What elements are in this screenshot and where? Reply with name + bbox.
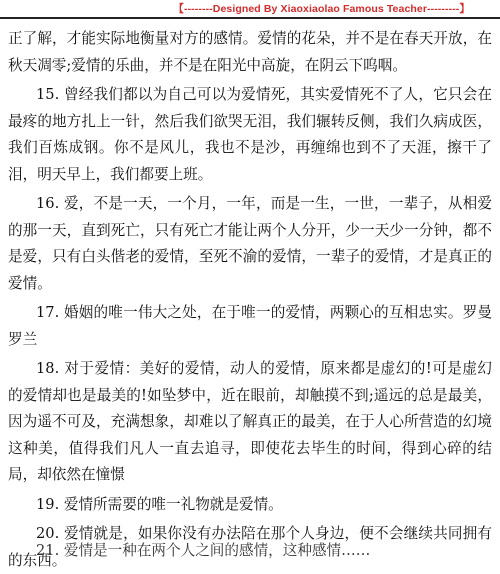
header-rule [0,17,500,19]
paragraph-continuation: 正了解，才能实际地衡量对方的感情。爱情的花朵，并不是在春天开放，在秋天凋零;爱情的乐曲，并不是在阳光中高旋，在阴云下呜咽。 [8,30,492,74]
paragraph-15: 15. 曾经我们都以为自己可以为爱情死，其实爱情死不了人，它只会在最疼的地方扎上一针，然后我们欲哭无泪，我们辗转反侧，我们久病成医，我们百炼成钢。你不是风儿，我也不是沙，再缠绵也到不了天涯，擦干了泪，明天早上，我们都要上班。 [8,86,492,183]
header-banner: 【--------Designed By Xiaoxiaolao Famous Teacher---------】 [173,3,470,15]
document-body [8,26,492,574]
paragraph-18: 18. 对于爱情：美好的爱情，动人的爱情，原来都是虚幻的!可是虚幻的爱情却也是最美的!如坠梦中，近在眼前，却触摸不到;遥远的总是最美，因为遥不可及，充满想象，却难以了解真正的最美，在于人心所营造的幻境这种美，值得我们凡人一直去追寻，即使花去毕生的时间，得到心碎的结局，却依然在憧憬 [8,360,492,483]
paragraph-20: 20. 爱情就是，如果你没有办法陪在那个人身边，便不会继续共同拥有的东西。 [8,525,492,569]
paragraph-17: 17. 婚姻的唯一伟大之处，在于唯一的爱情，两颗心的互相忠实。罗曼罗兰 [8,304,492,348]
paragraph-16: 16. 爱，不是一天，一个月，一年，而是一生，一世，一辈子，从相爱的那一天，直到死亡，只有死亡才能让两个人分开，少一天少一分钟，都不是爱，只有白头偕老的爱情，至死不渝的爱情，一辈子的爱情，才是真正的爱情。 [8,195,492,292]
paragraph-19: 19. 爱情所需要的唯一礼物就是爱情。 [36,495,283,513]
paragraph-21-text: 21. 爱情是一种在两个人之间的感情，这种感情…… [36,542,371,559]
